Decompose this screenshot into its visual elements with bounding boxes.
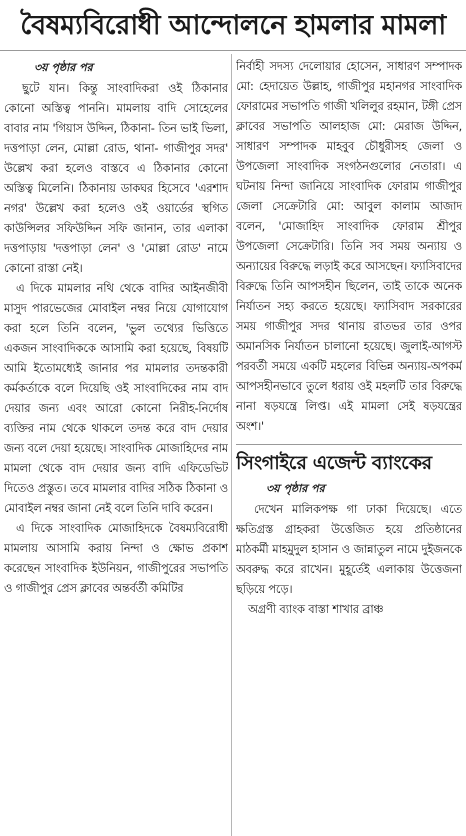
headline-rule: [0, 50, 466, 51]
body-paragraph: এ দিকে সাংবাদিক মোজাহিদকে বৈষম্যবিরোধী মামলায় আসামি করায় নিন্দা ও ক্ষোভ প্রকাশ করেছেন সাংবাদিক ইউনিয়ন, গাজীপুরের সভাপতি ও গাজীপুর প্রেস ক্লাবের অন্তর্বর্তী কমিটির: [4, 521, 228, 595]
body-paragraph-continued: নির্বাহী সদস্য দেলোয়ার হোসেন, সাধারণ সম্পাদক মো: হেদায়েত উল্লাহ, গাজীপুর মহানগর সাংবাদিক ফোরামের সভাপতি গাজী খলিলুর রহমান, টঙ্গী প্রেস ক্লাবের সভাপতি আলহাজ মো: মেরাজ উদ্দিন, সাধারণ সম্পাদক মাহবুব চৌধুরীসহ জেলা ও উপজেলা সাংবাদিক সংগঠনগুলোর নেতারা। এ ঘটনায় নিন্দা জানিয়ে সাংবাদিক ফোরাম গাজীপুর জেলা সেক্রেটারি মো: আবুল কালাম আজাদ বলেন, 'মোজাহিদ সাংবাদিক ফোরাম শ্রীপুর উপজেলা সেক্রেটারি। তিনি সব সময় অন্যায় ও অন্যায়ের বিরুদ্ধে লড়াই করে আসছেন। ফ্যাসিবাদের বিরুদ্ধে তিনি আপসহীন ছিলেন, তাই তাকে অনেক নির্যাতন সহ্য করতে হয়েছে। ফ্যাসিবাদ সরকারের সময় গাজীপুর সদর থানায় রাতভর তার ওপর অমানসিক নির্যাতন চালানো হয়েছে। জুলাই-আগস্ট পরবর্তী সময়ে একটি মহলের বিভিন্ন অন্যায়-অপকর্ম আপসহীনভাবে তুলে ধরায় ওই মহলটি তার বিরুদ্ধে নানা ষড়যন্ত্রে লিপ্ত। এই মামলা সেই ষড়যন্ত্রের অংশ।': [236, 59, 462, 433]
body-paragraph: এ দিকে মামলার নথি থেকে বাদির আইনজীবী মাসুদ পারভেজের মোবাইল নম্বর নিয়ে যোগাযোগ করা হলে তিনি বলেন, 'ভুল তথ্যের ভিত্তিতে একজন সাংবাদিককে আসামি করা হয়েছে, বিষয়টি আমি ইতোমধ্যেই জানার পর মামলার তদন্তকারী কর্মকর্তাকে বলে দিয়েছি ওই সাংবাদিকের নাম বাদ দেয়ার জন্য এবং আরো কোনো নিরীহ-নির্দোষ ব্যক্তির নাম থেকে থাকলে তদন্ত করে বাদ দেয়ার জন্য বলে দেয়া হয়েছে। সাংবাদিক মোজাহিদের নাম মামলা থেকে বাদ দেয়ার জন্য বাদি এফিডেভিট দিতেও প্রস্তুত। তবে মামলার বাদির সঠিক ঠিকানা ও মোবাইল নম্বর জানা নেই বলে তিনি দাবি করেন।: [4, 281, 228, 515]
left-column: [4, 56, 228, 836]
article-headline: বৈষম্যবিরোধী আন্দোলনে হামলার মামলা: [20, 10, 446, 41]
second-article-headline: সিংগাইরে এজেন্ট ব্যাংকের: [236, 452, 432, 474]
jump-label: ৩য় পৃষ্ঠার পর: [266, 482, 325, 495]
body-paragraph: দেখেন মালিকপক্ষ গা ঢাকা দিয়েছে। এতে ক্ষতিগ্রস্ত গ্রাহকরা উত্তেজিত হয়ে প্রতিষ্ঠানের মাঠকর্মী মাহমুদুল হাসান ও জান্নাতুল নামে দুইজনকে অবরুদ্ধ করে রাখেন। মুহূর্তেই এলাকায় উত্তেজনা ছড়িয়ে পড়ে।: [236, 502, 462, 596]
jump-label: ৩য় পৃষ্ঠার পর: [34, 61, 93, 74]
body-paragraph: অগ্রণী ব্যাংক বাস্তা শাখার ব্রাঞ্চ: [248, 602, 384, 616]
column-divider: [231, 54, 232, 836]
right-column: [236, 56, 462, 836]
body-paragraph: ছুটে যান। কিন্তু সাংবাদিকরা ওই ঠিকানার কোনো অস্তিত্ব পাননি। মামলায় বাদি সোহেলের বাবার নাম 'গিয়াস উদ্দিন, ঠিকানা- তিন ভাই ভিলা, দত্তপাড়া লেন, মোল্লা রোড, থানা- গাজীপুর সদর' উল্লেখ করা হলেও বাস্তবে এ ঠিকানার কোনো অস্তিত্ব মিলেনি। ঠিকানায় ডাকঘর হিসেবে 'এরশাদ নগর' উল্লেখ করা হলেও ওই ওয়ার্ডের স্থগিত কাউন্সিলর সফিউদ্দিন সফি জানান, তার এলাকা দত্তপাড়ায় 'দত্তপাড়া লেন' ও 'মোল্লা রোড' নামে কোনো রাস্তা নেই।: [4, 81, 228, 275]
section-rule: [236, 444, 462, 445]
